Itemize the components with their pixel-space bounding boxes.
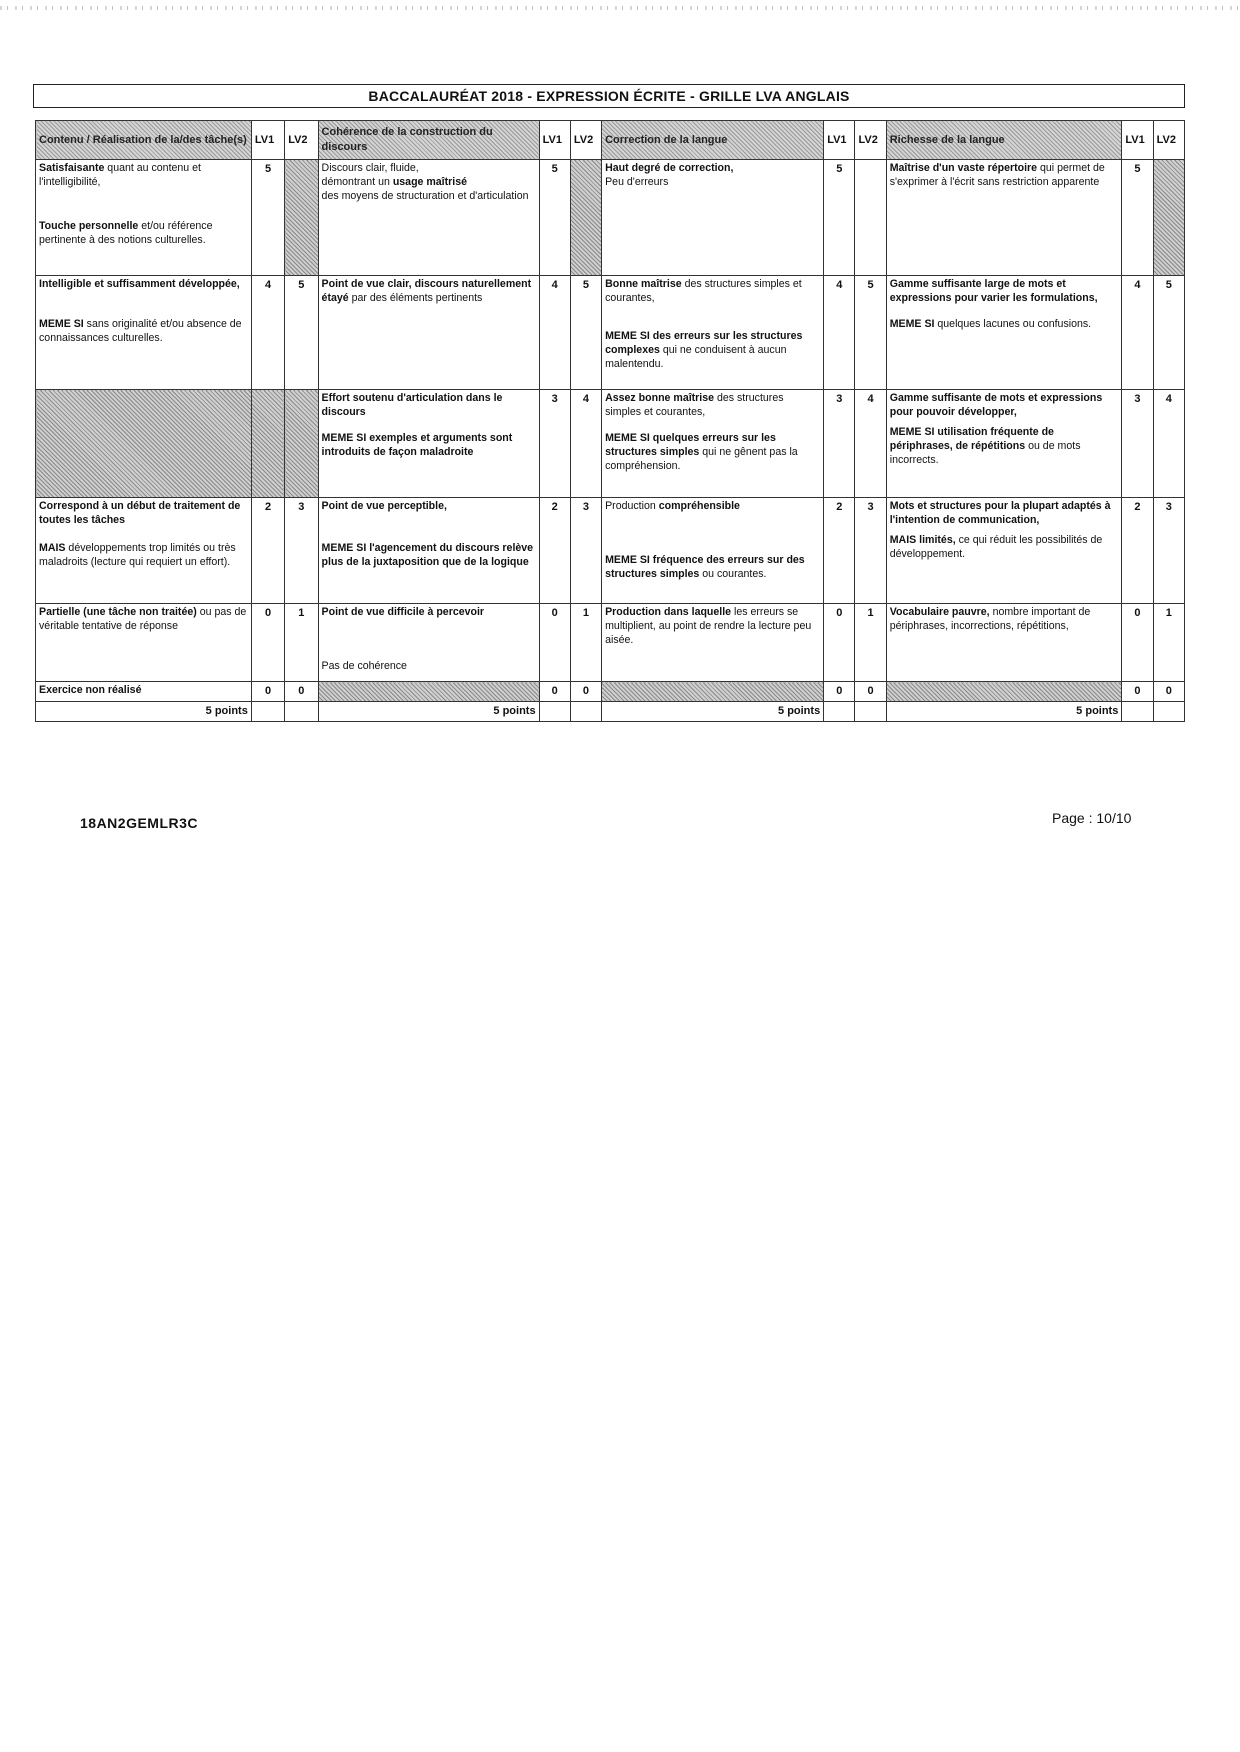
score-lv1: 4	[539, 276, 570, 390]
score-lv2	[285, 160, 318, 276]
criterion-cell: Discours clair, fluide, démontrant un usage maîtrisé des moyens de structuration et d'articulation	[318, 160, 539, 276]
total-richesse: 5 points	[886, 702, 1122, 722]
score-lv2	[855, 160, 886, 276]
header-coherence: Cohérence de la construction du discours	[318, 121, 539, 160]
score-lv1: 4	[251, 276, 284, 390]
criterion-cell: Production compréhensible MEME SI fréquence des erreurs sur des structures simples ou courantes.	[602, 498, 824, 604]
score-lv2: 4	[855, 390, 886, 498]
table-row	[36, 390, 1185, 498]
criterion-cell: Bonne maîtrise des structures simples et courantes, MEME SI des erreurs sur les structures complexes qui ne conduisent à aucun malentendu.	[602, 276, 824, 390]
score-lv1: 5	[539, 160, 570, 276]
score-lv2	[1153, 160, 1184, 276]
criterion-cell: Production dans laquelle les erreurs se multiplient, au point de rendre la lecture peu aisée.	[602, 604, 824, 682]
score-lv2: 5	[285, 276, 318, 390]
header-lv1: LV1	[539, 121, 570, 160]
score-lv1: 4	[1122, 276, 1153, 390]
empty-shaded-cell	[285, 390, 318, 498]
header-lv1: LV1	[1122, 121, 1153, 160]
score-lv2: 5	[1153, 276, 1184, 390]
empty-shaded-cell	[36, 390, 252, 498]
totals-row	[36, 702, 1185, 722]
score-lv1: 0	[824, 682, 855, 702]
criterion-cell: Haut degré de correction, Peu d'erreurs	[602, 160, 824, 276]
table-row	[36, 682, 1185, 702]
blank-cell	[539, 702, 570, 722]
header-lv2: LV2	[1153, 121, 1184, 160]
score-lv2: 1	[285, 604, 318, 682]
score-lv1: 3	[824, 390, 855, 498]
grading-grid	[35, 120, 1185, 722]
header-lv1: LV1	[824, 121, 855, 160]
criterion-cell: Mots et structures pour la plupart adaptés à l'intention de communication, MAIS limités, ce qui réduit les possibilités de développement.	[886, 498, 1122, 604]
total-correction: 5 points	[602, 702, 824, 722]
page-number: Page : 10/10	[1052, 810, 1132, 826]
criterion-cell: Exercice non réalisé	[36, 682, 252, 702]
score-lv1: 3	[539, 390, 570, 498]
criterion-cell: Satisfaisante quant au contenu et l'intelligibilité, Touche personnelle et/ou référence pertinente à des notions culturelles.	[36, 160, 252, 276]
blank-cell	[285, 702, 318, 722]
blank-cell	[251, 702, 284, 722]
header-lv2: LV2	[285, 121, 318, 160]
score-lv2: 0	[855, 682, 886, 702]
score-lv1: 0	[539, 604, 570, 682]
score-lv2: 3	[1153, 498, 1184, 604]
total-coherence: 5 points	[318, 702, 539, 722]
criterion-cell: Intelligible et suffisamment développée, MEME SI sans originalité et/ou absence de connaissances culturelles.	[36, 276, 252, 390]
score-lv1: 2	[1122, 498, 1153, 604]
page-title: BACCALAURÉAT 2018 - EXPRESSION ÉCRITE - GRILLE LVA ANGLAIS	[33, 84, 1185, 108]
blank-cell	[1153, 702, 1184, 722]
empty-shaded-cell	[251, 390, 284, 498]
criterion-cell: Point de vue clair, discours naturellement étayé par des éléments pertinents	[318, 276, 539, 390]
total-contenu: 5 points	[36, 702, 252, 722]
criterion-cell: Point de vue perceptible, MEME SI l'agencement du discours relève plus de la juxtaposition que de la logique	[318, 498, 539, 604]
criterion-cell: Partielle (une tâche non traitée) ou pas de véritable tentative de réponse	[36, 604, 252, 682]
table-row	[36, 604, 1185, 682]
score-lv2: 4	[570, 390, 601, 498]
score-lv2: 3	[855, 498, 886, 604]
criterion-cell: Correspond à un début de traitement de toutes les tâches MAIS développements trop limités ou très maladroits (lecture qui requiert un effort).	[36, 498, 252, 604]
score-lv1: 0	[251, 604, 284, 682]
score-lv2: 0	[1153, 682, 1184, 702]
score-lv2: 5	[855, 276, 886, 390]
score-lv2: 0	[570, 682, 601, 702]
table-row	[36, 498, 1185, 604]
blank-cell	[570, 702, 601, 722]
score-lv1: 2	[251, 498, 284, 604]
score-lv1: 3	[1122, 390, 1153, 498]
score-lv2: 3	[570, 498, 601, 604]
score-lv2: 4	[1153, 390, 1184, 498]
score-lv1: 0	[251, 682, 284, 702]
score-lv1: 0	[1122, 682, 1153, 702]
header-row	[36, 121, 1185, 160]
score-lv1: 4	[824, 276, 855, 390]
score-lv2	[570, 160, 601, 276]
table-row	[36, 160, 1185, 276]
document-code: 18AN2GEMLR3C	[80, 815, 199, 831]
criterion-cell: Gamme suffisante de mots et expressions pour pouvoir développer, MEME SI utilisation fréquente de périphrases, de répétitions ou de mots incorrects.	[886, 390, 1122, 498]
blank-cell	[855, 702, 886, 722]
score-lv1: 5	[251, 160, 284, 276]
score-lv2: 3	[285, 498, 318, 604]
criterion-cell: Point de vue difficile à percevoir Pas de cohérence	[318, 604, 539, 682]
empty-shaded-cell	[886, 682, 1122, 702]
header-contenu: Contenu / Réalisation de la/des tâche(s)	[36, 121, 252, 160]
scan-noise	[0, 6, 1240, 10]
score-lv1: 0	[539, 682, 570, 702]
header-lv2: LV2	[570, 121, 601, 160]
criterion-cell: Effort soutenu d'articulation dans le discours MEME SI exemples et arguments sont introduits de façon maladroite	[318, 390, 539, 498]
criterion-cell: Maîtrise d'un vaste répertoire qui permet de s'exprimer à l'écrit sans restriction apparente	[886, 160, 1122, 276]
header-richesse: Richesse de la langue	[886, 121, 1122, 160]
empty-shaded-cell	[318, 682, 539, 702]
header-lv1: LV1	[251, 121, 284, 160]
criterion-cell: Vocabulaire pauvre, nombre important de périphrases, incorrections, répétitions,	[886, 604, 1122, 682]
header-lv2: LV2	[855, 121, 886, 160]
criterion-cell: Assez bonne maîtrise des structures simples et courantes, MEME SI quelques erreurs sur les structures simples qui ne gênent pas la compréhension.	[602, 390, 824, 498]
header-correction: Correction de la langue	[602, 121, 824, 160]
blank-cell	[1122, 702, 1153, 722]
table-row	[36, 276, 1185, 390]
score-lv1: 2	[824, 498, 855, 604]
blank-cell	[824, 702, 855, 722]
score-lv2: 1	[1153, 604, 1184, 682]
score-lv1: 2	[539, 498, 570, 604]
score-lv2: 1	[570, 604, 601, 682]
criterion-cell: Gamme suffisante large de mots et expressions pour varier les formulations, MEME SI quelques lacunes ou confusions.	[886, 276, 1122, 390]
score-lv2: 0	[285, 682, 318, 702]
score-lv1: 5	[1122, 160, 1153, 276]
score-lv2: 1	[855, 604, 886, 682]
score-lv1: 0	[1122, 604, 1153, 682]
empty-shaded-cell	[602, 682, 824, 702]
score-lv1: 5	[824, 160, 855, 276]
score-lv1: 0	[824, 604, 855, 682]
score-lv2: 5	[570, 276, 601, 390]
